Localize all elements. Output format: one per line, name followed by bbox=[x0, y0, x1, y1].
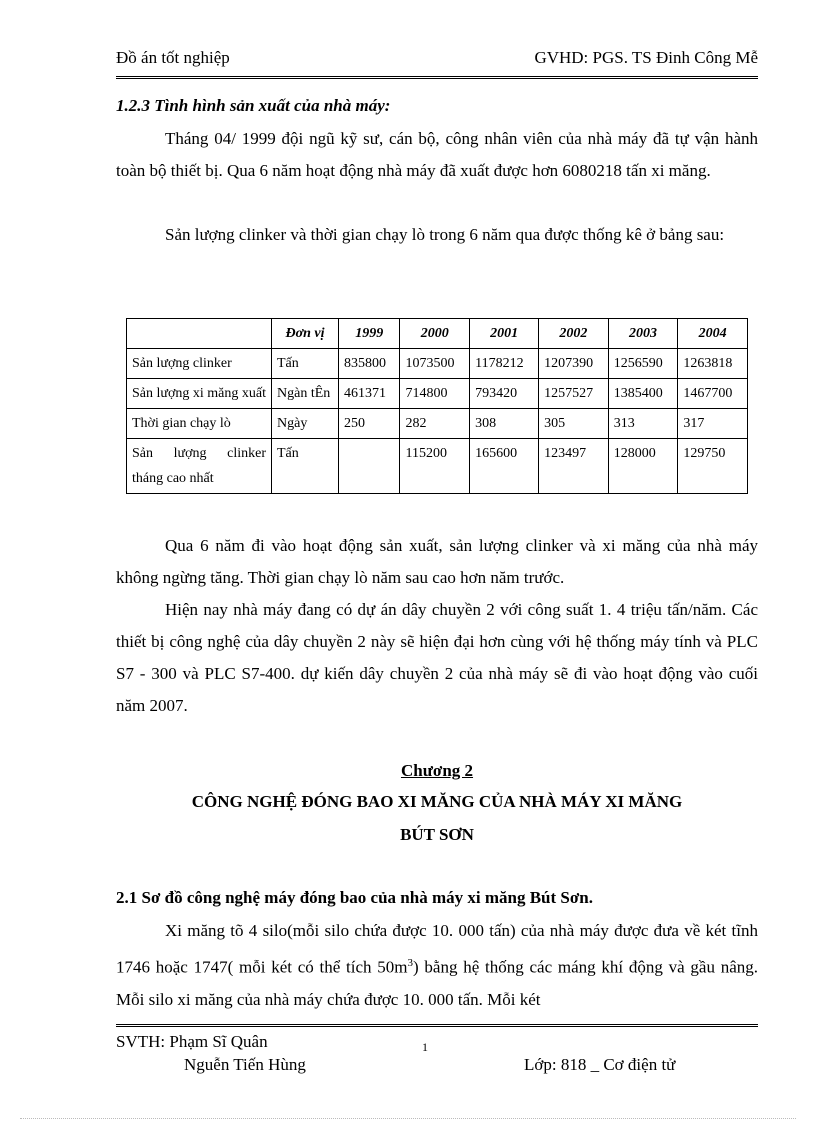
table-header-row bbox=[127, 319, 748, 349]
table-cell: Tấn bbox=[272, 439, 339, 494]
table-cell: 115200 bbox=[400, 439, 470, 494]
table-cell: 1263818 bbox=[678, 349, 748, 379]
footer-student-1: SVTH: Phạm Sĩ Quân bbox=[116, 1032, 268, 1051]
table-cell: Sản lượng clinker tháng cao nhất bbox=[127, 439, 272, 494]
table-cell bbox=[339, 439, 400, 494]
table-cell: Ngày bbox=[272, 409, 339, 439]
table-cell: 1073500 bbox=[400, 349, 470, 379]
table-row bbox=[127, 439, 748, 494]
table-header-cell: 1999 bbox=[339, 319, 400, 349]
footer-student-2: Nguễn Tiến Hùng bbox=[184, 1055, 306, 1074]
production-table bbox=[126, 318, 748, 494]
page-bottom-dotted-line bbox=[20, 1118, 796, 1119]
table-header-cell: 2003 bbox=[608, 319, 678, 349]
section-2-1-text-a: Xi măng tõ 4 silo(mỗi silo chứa được 10. 000 tấn) của nhà máy được đưa về két tĩnh 1746 hoặc 1747( mỗi két có thể tích 50m bbox=[116, 921, 758, 977]
section-1-2-3-title: 1.2.3 Tình hình sản xuất của nhà máy: bbox=[116, 96, 391, 115]
table-header-cell: 2000 bbox=[400, 319, 470, 349]
table-cell: 1178212 bbox=[470, 349, 539, 379]
table-cell: 250 bbox=[339, 409, 400, 439]
table-cell: 282 bbox=[400, 409, 470, 439]
footer-class: Lớp: 818 _ Cơ điện tử bbox=[524, 1055, 676, 1074]
table-cell: 1385400 bbox=[608, 379, 678, 409]
header-divider bbox=[116, 76, 758, 79]
table-row bbox=[127, 409, 748, 439]
chapter-title-line-2: BÚT SƠN bbox=[400, 825, 474, 844]
table-header-cell bbox=[127, 319, 272, 349]
table-cell: 1467700 bbox=[678, 379, 748, 409]
table-header-cell: 2004 bbox=[678, 319, 748, 349]
table-cell: Sản lượng xi măng xuất bbox=[127, 379, 272, 409]
table-cell: 461371 bbox=[339, 379, 400, 409]
table-cell: 793420 bbox=[470, 379, 539, 409]
table-cell: 317 bbox=[678, 409, 748, 439]
table-header-cell: 2002 bbox=[539, 319, 609, 349]
header-left-title: Đồ án tốt nghiệp bbox=[116, 48, 230, 67]
table-cell: 128000 bbox=[608, 439, 678, 494]
table-cell: 835800 bbox=[339, 349, 400, 379]
header-supervisor: GVHD: PGS. TS Đinh Công Mễ bbox=[534, 48, 758, 67]
chapter-label: Chương 2 bbox=[400, 761, 474, 780]
table-cell: Sản lượng clinker bbox=[127, 349, 272, 379]
after-table-paragraph-2: Hiện nay nhà máy đang có dự án dây chuyền 2 với công suất 1. 4 triệu tấn/năm. Các thiết bị công nghệ của dây chuyền 2 này sẽ hiện đại hơn cùng với hệ thống máy tính và PLC S7 - 300 và PLC S7-400. dự kiến dây chuyền 2 của nhà máy sẽ đi vào hoạt động vào cuối năm 2007. bbox=[116, 600, 758, 715]
table-header-cell: Đơn vị bbox=[272, 319, 339, 349]
after-table-paragraph-1: Qua 6 năm đi vào hoạt động sản xuất, sản lượng clinker và xi măng của nhà máy không ngừng tăng. Thời gian chạy lò năm sau cao hơn năm trước. bbox=[116, 536, 758, 587]
table-header-cell: 2001 bbox=[470, 319, 539, 349]
section-2-1-text-b: ) bằng hệ thống các máng khí động và gầu nâng. Mỗi silo xi măng của nhà máy chứa được 10. 000 tấn. Mỗi két bbox=[116, 957, 758, 1009]
table-cell: Ngàn tÊn bbox=[272, 379, 339, 409]
superscript-3: 3 bbox=[407, 957, 413, 969]
table-cell: Thời gian chạy lò bbox=[127, 409, 272, 439]
table-cell: 313 bbox=[608, 409, 678, 439]
footer-divider bbox=[116, 1024, 758, 1027]
table-cell: Tấn bbox=[272, 349, 339, 379]
chapter-heading bbox=[116, 761, 758, 781]
table-row bbox=[127, 349, 748, 379]
table-row bbox=[127, 379, 748, 409]
section-1-2-3-paragraph-1: Tháng 04/ 1999 đội ngũ kỹ sư, cán bộ, công nhân viên của nhà máy đã tự vận hành toàn bộ thiết bị. Qua 6 năm hoạt động nhà máy đã xuất được hơn 6080218 tấn xi măng. bbox=[116, 129, 758, 180]
table-cell: 1207390 bbox=[539, 349, 609, 379]
page-number: 1 bbox=[422, 1040, 428, 1054]
table-cell: 714800 bbox=[400, 379, 470, 409]
section-2-1-title: 2.1 Sơ đồ công nghệ máy đóng bao của nhà máy xi măng Bút Sơn. bbox=[116, 888, 593, 907]
table-cell: 305 bbox=[539, 409, 609, 439]
table-cell: 165600 bbox=[470, 439, 539, 494]
section-1-2-3-paragraph-2: Sản lượng clinker và thời gian chạy lò trong 6 năm qua được thống kê ở bảng sau: bbox=[165, 225, 725, 244]
section-2-1-paragraph bbox=[116, 915, 758, 1016]
table-cell: 123497 bbox=[539, 439, 609, 494]
table-cell: 1257527 bbox=[539, 379, 609, 409]
chapter-title-line-1: CÔNG NGHỆ ĐÓNG BAO XI MĂNG CỦA NHÀ MÁY XI MĂNG bbox=[191, 792, 683, 811]
table-cell: 308 bbox=[470, 409, 539, 439]
table-cell: 129750 bbox=[678, 439, 748, 494]
table-cell: 1256590 bbox=[608, 349, 678, 379]
